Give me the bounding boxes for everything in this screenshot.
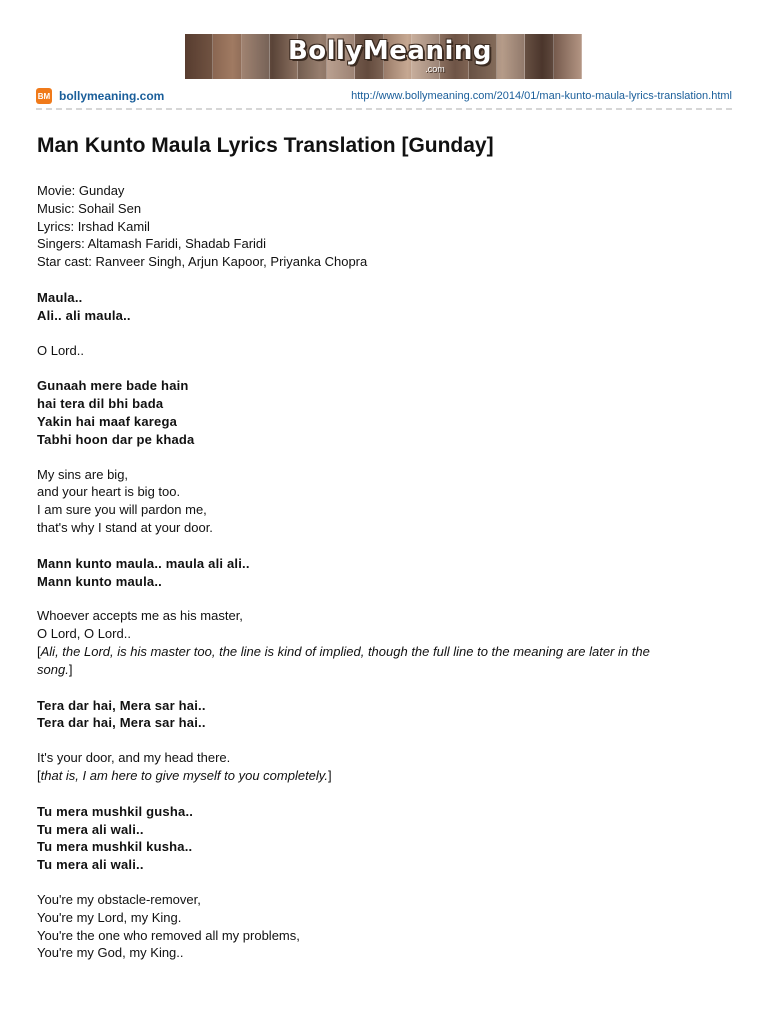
info-movie: Movie: Gunday (37, 183, 125, 198)
lyric-line: Tu mera ali wali.. (37, 821, 144, 837)
site-banner[interactable] (185, 34, 582, 79)
info-music: Music: Sohail Sen (37, 200, 142, 216)
site-logo (285, 36, 495, 76)
lyric-line: Mann kunto maula.. maula ali ali.. (37, 555, 250, 571)
lyric-line: Tu mera mushkil gusha.. (37, 803, 194, 819)
lyrics-verse (37, 377, 727, 448)
source-header (36, 86, 732, 106)
translation-block (37, 891, 727, 962)
lyrics-verse (37, 555, 727, 591)
lyrics-verse (37, 697, 727, 733)
lyric-line: Maula.. (37, 289, 83, 305)
lyric-line: Tabhi hoon dar pe khada (37, 431, 195, 447)
info-lyrics: Lyrics: Irshad Kamil (37, 218, 150, 234)
lyric-line: Tu mera mushkil kusha.. (37, 839, 193, 855)
site-favicon-icon: BM (36, 88, 52, 104)
site-name[interactable]: bollymeaning.com (59, 89, 165, 103)
lyrics-verse (37, 289, 727, 325)
translation-line: O Lord.. (37, 342, 84, 358)
translation-line: O Lord, O Lord.. (37, 626, 131, 642)
logo-text: BollyMeaning (287, 36, 493, 66)
info-star-cast: Star cast: Ranveer Singh, Arjun Kapoor, Priyanka Chopra (37, 254, 368, 270)
translation-line: You're my God, my King.. (37, 945, 184, 961)
translation-line: and your heart is big too. (37, 484, 181, 500)
translation-block (37, 749, 727, 785)
site-link[interactable] (36, 88, 164, 104)
page-title: Man Kunto Maula Lyrics Translation [Gunday] (37, 134, 494, 157)
lyric-line: Gunaah mere bade hain (37, 378, 189, 394)
translation-note: [Ali, the Lord, is his master too, the line is kind of implied, though the full line to the meaning are later in the (37, 643, 650, 659)
logo-subtext: .com (425, 64, 445, 74)
translation-line: You're the one who removed all my problems, (37, 927, 300, 943)
header-divider (36, 108, 732, 110)
translation-line: that's why I stand at your door. (37, 519, 213, 535)
translation-line: I am sure you will pardon me, (37, 502, 207, 518)
translation-block (37, 607, 727, 678)
lyric-line: Tu mera ali wali.. (37, 857, 144, 873)
translation-note: song.] (37, 661, 73, 677)
lyric-line: Tera dar hai, Mera sar hai.. (37, 697, 206, 713)
lyric-line: Ali.. ali maula.. (37, 307, 131, 323)
translation-line: You're my Lord, my King. (37, 909, 182, 925)
translation-block (37, 466, 727, 537)
translation-line: Whoever accepts me as his master, (37, 608, 243, 624)
lyrics-verse (37, 803, 727, 874)
lyric-line: Yakin hai maaf karega (37, 413, 178, 429)
translation-line: My sins are big, (37, 466, 129, 482)
lyric-line: hai tera dil bhi bada (37, 396, 164, 412)
info-singers: Singers: Altamash Faridi, Shadab Faridi (37, 236, 267, 252)
translation-line: It's your door, and my head there. (37, 750, 231, 766)
page-url-link[interactable]: http://www.bollymeaning.com/2014/01/man-kunto-maula-lyrics-translation.html (351, 90, 732, 102)
article-body (37, 182, 727, 962)
translation-block (37, 342, 727, 360)
translation-note: [that is, I am here to give myself to you completely.] (37, 767, 332, 783)
translation-line: You're my obstacle-remover, (37, 891, 201, 907)
song-info (37, 182, 727, 271)
lyric-line: Tera dar hai, Mera sar hai.. (37, 715, 206, 731)
lyric-line: Mann kunto maula.. (37, 573, 162, 589)
